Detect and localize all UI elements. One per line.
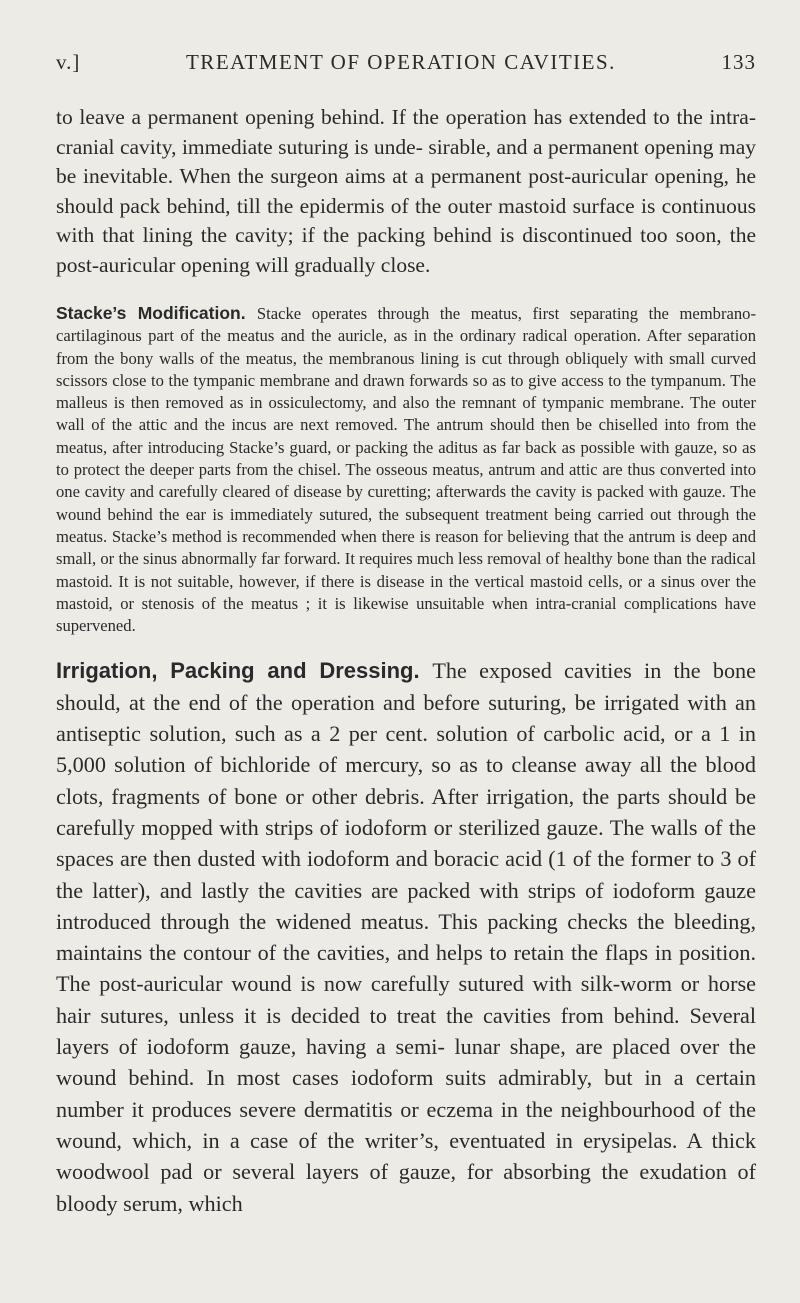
irrigation-body: The exposed cavities in the bone should, at the end of the operation and before suturing, be irrigated with an antiseptic solution, such as a 2 per cent. solution of carbolic acid, or a 1 in 5,000 solution of bichloride of mercury, so as to cleanse away all the blood clots, fragments of bone or other debris. After irrigation, the parts should be carefully mopped with strips of iodoform or sterilized gauze. The walls of the spaces are then dusted with iodoform and boracic acid (1 of the former to 3 of the latter), and lastly the cavities are packed with strips of iodoform gauze introduced through the widened meatus. This packing checks the bleeding, maintains the contour of the cavities, and helps to retain the flaps in position. The post-auricular wound is now carefully sutured with silk-worm or horse hair sutures, unless it is decided to treat the cavities from behind. Several layers of iodoform gauze, having a semi- lunar shape, are placed over the wound behind. In most cases iodoform suits admirably, but in a certain number it produces severe dermatitis or eczema in the neighbourhood of the wound, which, in a case of the writer’s, eventuated in erysipelas. A thick woodwool pad or several layers of gauze, for absorbing the exudation of bloody serum, which bbox=[56, 658, 756, 1216]
running-head bbox=[56, 50, 756, 75]
stacke-body: Stacke operates through the meatus, first separating the membrano-cartilaginous part of the meatus and the auricle, as in the ordinary radical operation. After separation from the bony walls of the meatus, the membranous lining is cut through obliquely with small curved scissors close to the tympanic membrane and drawn forwards so as to give access to the tympanum. The malleus is then removed as in ossiculectomy, and also the remnant of tympanic membrane. The outer wall of the attic and the incus are next removed. The antrum should then be chiselled into from the meatus, after introducing Stacke’s guard, or packing the aditus as far back as possible with gauze, so as to protect the deeper parts from the chisel. The osseous meatus, antrum and attic are thus converted into one cavity and carefully cleared of disease by curetting; afterwards the cavity is packed with gauze. The wound behind the ear is immediately sutured, the subsequent treatment being carried out through the meatus. Stacke’s method is recommended when there is reason for believing that the antrum is deep and small, or the sinus abnormally far forward. It requires much less removal of healthy bone than the radical mastoid. It is not suitable, however, if there is disease in the vertical mastoid cells, or a sinus over the mastoid, or stenosis of the meatus ; it is likewise unsuitable when intra-cranial complications have supervened. bbox=[56, 304, 756, 636]
chapter-marker: v.] bbox=[56, 50, 81, 74]
stacke-paragraph bbox=[56, 302, 756, 637]
irrigation-paragraph bbox=[56, 655, 756, 1218]
intro-paragraph: to leave a permanent opening behind. If the operation has extended to the intra-cranial cavity, immediate suturing is unde- sirable, and a permanent opening may be inevitable. When the surgeon aims at a permanent post-auricular opening, he should pack behind, till the epidermis of the outer mastoid surface is continuous with that lining the cavity; if the packing behind is discontinued too soon, the post-auricular opening will gradually close. bbox=[56, 105, 756, 277]
running-title: TREATMENT OF OPERATION CAVITIES. bbox=[185, 50, 616, 74]
page-number: 133 bbox=[721, 50, 756, 74]
irrigation-heading: Irrigation, Packing and Dressing. bbox=[56, 658, 433, 684]
stacke-heading: Stacke’s Modification. bbox=[56, 303, 257, 323]
